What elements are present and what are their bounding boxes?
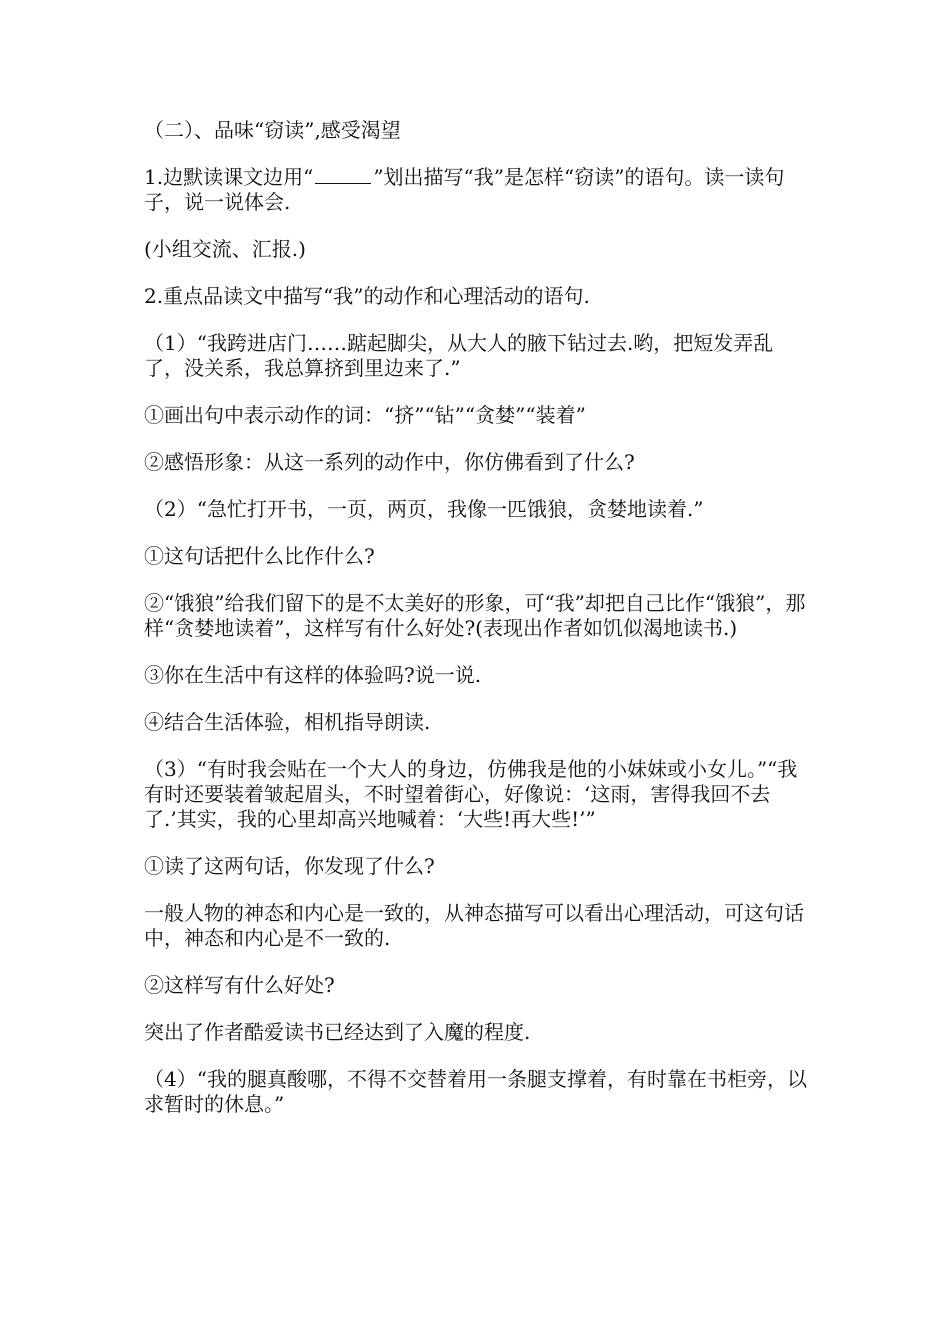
task-1-text-end: ”划出描写“我”是怎样“窃读”的语句。读一读句子，说一说体会. bbox=[144, 165, 785, 214]
quote-2-point-1: ①这句话把什么比作什么? bbox=[144, 544, 375, 568]
quote-1: （1）“我跨进店门……踮起脚尖，从大人的腋下钻过去.哟，把短发弄乱了，没关系，我总算挤到里边来了.” bbox=[144, 331, 774, 380]
quote-2-point-3: ③你在生活中有这样的体验吗?说一说. bbox=[144, 663, 482, 687]
paragraph-task-1 bbox=[144, 165, 812, 215]
quote-1-point-2: ②感悟形象：从这一系列的动作中，你仿佛看到了什么? bbox=[144, 450, 635, 474]
paragraph-group-discussion: (小组交流、汇报.) bbox=[144, 237, 306, 261]
quote-2-point-2: ②“饿狼”给我们留下的是不太美好的形象，可“我”却把自己比作“饿狼”，那样“贪婪地读着”，这样写有什么好处?(表现出作者如饥似渴地读书.) bbox=[144, 591, 806, 640]
quote-2: （2）“急忙打开书，一页，两页，我像一匹饿狼，贪婪地读着.” bbox=[144, 497, 704, 521]
quote-3-answer-2: 突出了作者酷爱读书已经达到了入魔的程度. bbox=[144, 1020, 531, 1044]
paragraph-task-2: 2.重点品读文中描写“我”的动作和心理活动的语句. bbox=[144, 284, 590, 308]
quote-3-answer-1: 一般人物的神态和内心是一致的，从神态描写可以看出心理活动，可这句话中，神态和内心是不一致的. bbox=[144, 901, 804, 950]
quote-4: （4）“我的腿真酸哪，不得不交替着用一条腿支撑着，有时靠在书柜旁，以求暂时的休息。” bbox=[144, 1067, 807, 1116]
document-body bbox=[144, 118, 812, 1139]
underline-blank bbox=[315, 165, 371, 184]
task-1-text-start: 1.边默读课文边用“ bbox=[144, 165, 314, 189]
section-heading: （二）、品味“窃读”,感受渴望 bbox=[144, 118, 401, 142]
quote-3-point-1: ①读了这两句话，你发现了什么? bbox=[144, 854, 435, 878]
quote-1-point-1: ①画出句中表示动作的词：“挤”“钻”“贪婪”“装着” bbox=[144, 403, 586, 427]
quote-3: （3）“有时我会贴在一个大人的身边，仿佛我是他的小妹妹或小女儿。”“我有时还要装着皱起眉头，不时望着街心，好像说：‘这雨，害得我回不去了.’其实，我的心里却高兴地喊着：‘大些!再大些!’” bbox=[144, 757, 798, 831]
quote-2-point-4: ④结合生活体验，相机指导朗读. bbox=[144, 710, 431, 734]
quote-3-point-2: ②这样写有什么好处? bbox=[144, 973, 335, 997]
